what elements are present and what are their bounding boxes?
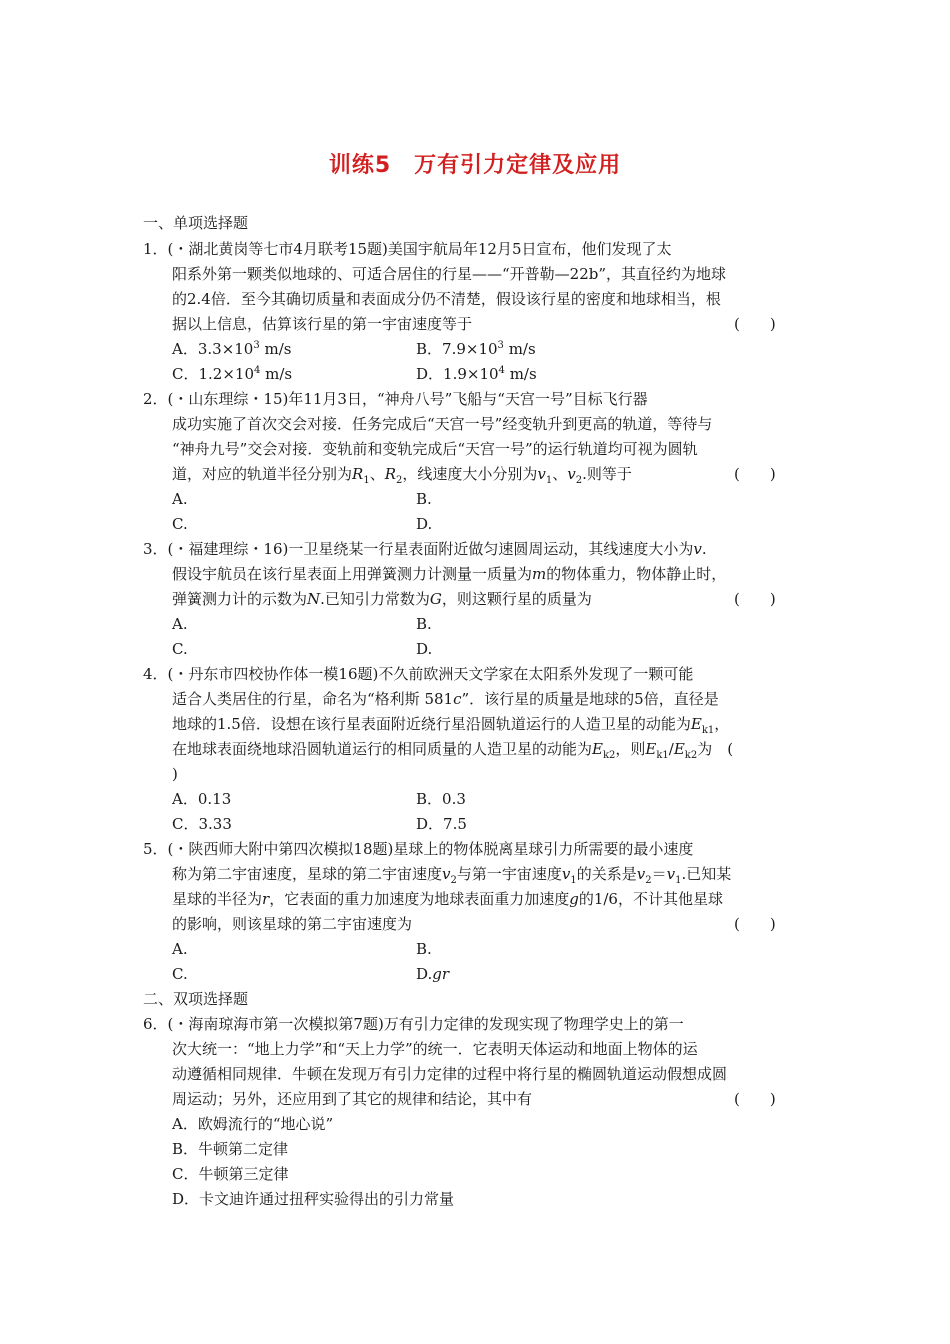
- question-number: 4．: [143, 665, 168, 683]
- question-4-line-2: 适合人类居住的行星，命名为“格利斯 581c”．该行星的质量是地球的5倍，直径是: [172, 690, 719, 708]
- question-6-line-4: 周运动；另外，还应用到了其它的规律和结论，其中有: [172, 1090, 533, 1108]
- option-d: D.: [416, 640, 433, 658]
- question-1-line-2: 阳系外第一颗类似地球的、可适合居住的行星——“开普勒—22b”，其直径约为地球: [172, 265, 727, 283]
- option-a: A．0.13: [172, 790, 232, 808]
- question-2-line-4: 道，对应的轨道半径分别为$R_1$、$R_2$，线速度大小分别为$v_1$、$v_2$.则等于: [172, 465, 632, 486]
- question-6-first-line: 6．(・海南琼海市第一次模拟第7题)万有引力定律的发现实现了物理学史上的第一: [143, 1015, 684, 1033]
- answer-blank: ( ): [734, 465, 776, 483]
- option-c: C．牛顿第三定律: [172, 1165, 289, 1183]
- question-6-line-2: 次大统一：“地上力学”和“天上力学”的统一．它表明天体运动和地面上物体的运: [172, 1040, 698, 1058]
- question-1-line-4: 据以上信息，估算该行星的第一宇宙速度等于: [172, 315, 473, 333]
- section-heading-single-choice: 一、单项选择题: [143, 214, 249, 232]
- answer-blank: ( ): [734, 915, 776, 933]
- question-3-line-3: 弹簧测力计的示数为N.已知引力常数为G，则这颗行星的质量为: [172, 590, 592, 608]
- answer-blank: ( ): [734, 590, 776, 608]
- question-3-line-2: 假设宇航员在该行星表面上用弹簧测力计测量一质量为m的物体重力，物体静止时，: [172, 565, 727, 583]
- option-d: D．卡文迪许通过扭秤实验得出的引力常量: [172, 1190, 455, 1208]
- option-c: C．$1.2\times 10^4$ m/s: [172, 365, 293, 383]
- answer-blank: ( ): [734, 1090, 776, 1108]
- question-4-first-line: 4．(・丹东市四校协作体一模16题)不久前欧洲天文学家在太阳系外发现了一颗可能: [143, 665, 694, 683]
- option-d: D.gr: [416, 965, 450, 983]
- question-3-first-line: 3．(・福建理综・16)一卫星绕某一行星表面附近做匀速圆周运动，其线速度大小为v.: [143, 540, 707, 558]
- option-b: B．0.3: [416, 790, 466, 808]
- question-2-line-3: “神舟九号”交会对接．变轨前和变轨完成后“天宫一号”的运行轨道均可视为圆轨: [172, 440, 698, 458]
- question-5-line-2: 称为第二宇宙速度，星球的第二宇宙速度$v_2$与第一宇宙速度$v_1$的关系是$v_2=v_1$.已知某: [172, 865, 732, 886]
- question-number: 6．: [143, 1015, 168, 1033]
- option-a: A．欧姆流行的“地心说”: [172, 1115, 334, 1133]
- option-a: A.: [172, 615, 188, 633]
- option-b: B.: [416, 940, 432, 958]
- option-b: B．$7.9\times 10^3$ m/s: [416, 340, 536, 358]
- option-b: B．牛顿第二定律: [172, 1140, 289, 1158]
- section-heading-double-choice: 二、双项选择题: [143, 990, 249, 1008]
- page-title: 训练5 万有引力定律及应用: [328, 153, 622, 178]
- option-b: B.: [416, 490, 432, 508]
- option-c: C．3.33: [172, 815, 232, 833]
- question-2-line-2: 成功实施了首次交会对接．任务完成后“天宫一号”经变轨升到更高的轨道，等待与: [172, 415, 713, 433]
- option-a: A．$3.3\times 10^3$ m/s: [172, 340, 292, 358]
- question-number: 2．: [143, 390, 168, 408]
- question-5-line-4: 的影响，则该星球的第二宇宙速度为: [172, 915, 413, 933]
- answer-blank: ( ): [734, 315, 776, 333]
- question-5-line-3: 星球的半径为r，它表面的重力加速度为地球表面重力加速度g的1/6，不计其他星球: [172, 890, 723, 908]
- question-number: 1．: [143, 240, 168, 258]
- option-d: D．7.5: [416, 815, 467, 833]
- question-1-first-line: 1．(・湖北黄岗等七市4月联考15题)美国宇航局年12月5日宣布，他们发现了太: [143, 240, 672, 258]
- question-1-line-3: 的2.4倍．至今其确切质量和表面成分仍不清楚，假设该行星的密度和地球相当，根: [172, 290, 721, 308]
- question-4-line-3: 地球的1.5倍．设想在该行星表面附近绕行星沿圆轨道运行的人造卫星的动能为$E_{k1}$，: [172, 715, 730, 736]
- question-number: 3．: [143, 540, 168, 558]
- question-2-first-line: 2．(・山东理综・15)年11月3日，“神舟八号”飞船与“天宫一号”目标飞行器: [143, 390, 648, 408]
- question-6-line-3: 动遵循相同规律．牛顿在发现万有引力定律的过程中将行星的椭圆轨道运动假想成圆: [172, 1065, 728, 1083]
- option-b: B.: [416, 615, 432, 633]
- option-c: C.: [172, 640, 188, 658]
- option-d: D．$1.9\times 10^4$ m/s: [416, 365, 537, 383]
- option-a: A.: [172, 490, 188, 508]
- option-c: C.: [172, 515, 188, 533]
- question-4-line-4: 在地球表面绕地球沿圆轨道运行的相同质量的人造卫星的动能为$E_{k2}$，则$E_{k1}/E_{k2}$为 (: [172, 740, 734, 761]
- question-4-line-5: ): [172, 765, 178, 783]
- question-5-first-line: 5．(・陕西师大附中第四次模拟18题)星球上的物体脱离星球引力所需要的最小速度: [143, 840, 694, 858]
- option-d: D.: [416, 515, 433, 533]
- question-number: 5．: [143, 840, 168, 858]
- option-c: C.: [172, 965, 188, 983]
- option-a: A.: [172, 940, 188, 958]
